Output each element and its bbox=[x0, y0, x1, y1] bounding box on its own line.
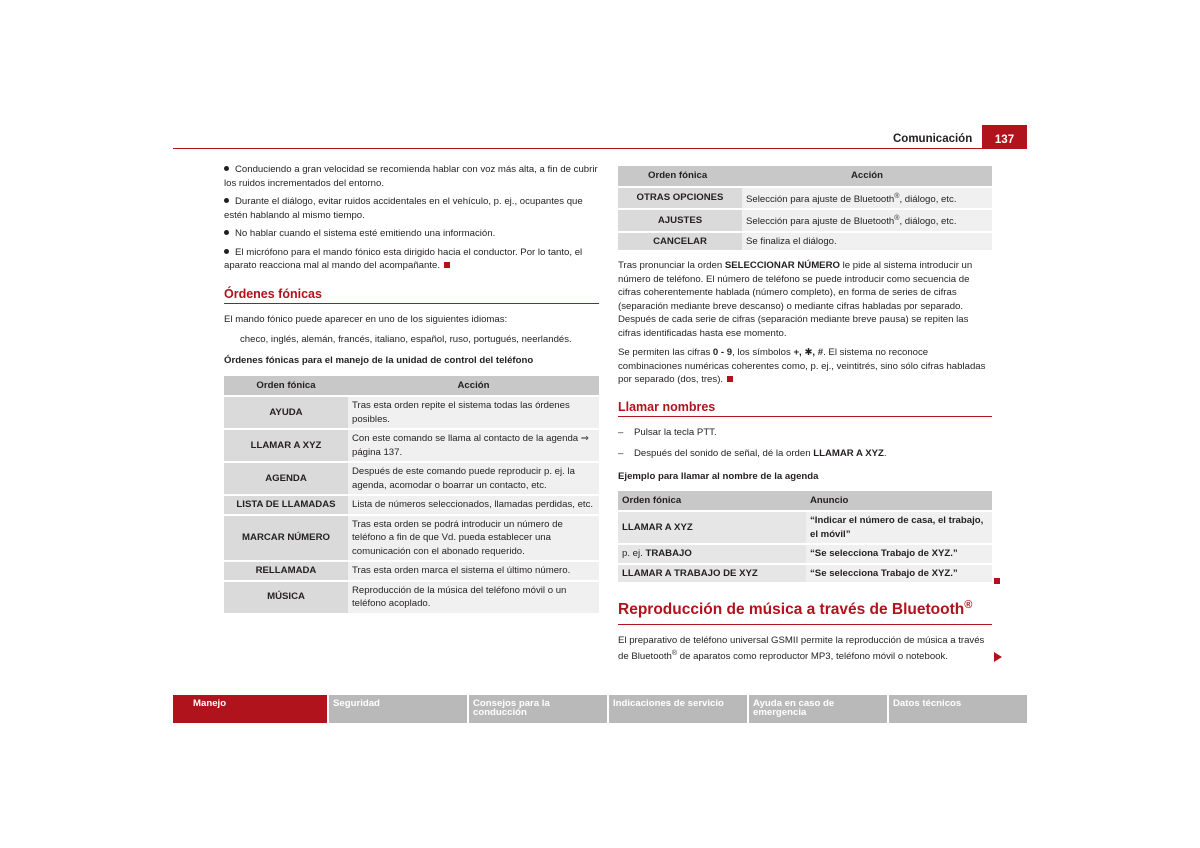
example-caption: Ejemplo para llamar al nombre de la agenda bbox=[618, 471, 819, 483]
header-rule bbox=[173, 148, 1027, 149]
right-column bbox=[618, 166, 992, 669]
action-cell: Tras esta orden marca el sistema el último número. bbox=[348, 562, 599, 580]
column-header: Orden fónica bbox=[618, 491, 806, 511]
tab-indicaciones-servicio[interactable]: Indicaciones de servicio bbox=[609, 695, 747, 723]
heading-bluetooth-music: Reproducción de música a través de Bluetooth® bbox=[618, 596, 992, 624]
left-column bbox=[224, 163, 599, 615]
bullet-icon bbox=[224, 198, 229, 203]
column-header: Acción bbox=[742, 166, 992, 186]
command-cell: MARCAR NÚMERO bbox=[224, 516, 348, 561]
action-cell: Después de este comando puede reproducir p. ej. la agenda, acomodar o boarrar un contacto, etc. bbox=[348, 463, 599, 494]
announcement-cell: “Indicar el número de casa, el trabajo, el móvil” bbox=[806, 512, 992, 543]
bullet-item: El micrófono para el mando fónico esta dirigido hacia el conductor. Por lo tanto, el aparato reacciona mal al mando del acompañante. bbox=[224, 246, 583, 271]
command-cell: p. ej. TRABAJO bbox=[618, 545, 806, 563]
table-header-row bbox=[224, 376, 599, 396]
tab-consejos-conduccion[interactable]: Consejos para la conducción bbox=[469, 695, 607, 723]
command-cell: LLAMAR A XYZ bbox=[224, 430, 348, 461]
command-cell: AYUDA bbox=[224, 397, 348, 428]
command-cell: AGENDA bbox=[224, 463, 348, 494]
table-row bbox=[224, 496, 599, 514]
command-cell: RELLAMADA bbox=[224, 562, 348, 580]
table-row bbox=[224, 430, 599, 461]
action-cell: Se finaliza el diálogo. bbox=[742, 233, 992, 251]
bullet-item: No hablar cuando el sistema esté emitiendo una información. bbox=[224, 227, 599, 241]
bullet-item: Conduciendo a gran velocidad se recomienda hablar con voz más alta, a fin de cubrir los ruidos incrementados del entorno. bbox=[224, 164, 598, 189]
bullet-icon bbox=[224, 230, 229, 235]
action-cell: Selección para ajuste de Bluetooth®, diálogo, etc. bbox=[742, 188, 992, 209]
step-item: – Después del sonido de señal, dé la orden LLAMAR A XYZ. bbox=[618, 447, 887, 459]
column-header: Orden fónica bbox=[618, 166, 742, 186]
table-row bbox=[618, 233, 992, 251]
command-cell: LLAMAR A XYZ bbox=[618, 512, 806, 543]
command-cell: LLAMAR A TRABAJO DE XYZ bbox=[618, 565, 806, 583]
bluetooth-music-paragraph: El preparativo de teléfono universal GSMII permite la reproducción de música a través de Bluetooth® de aparatos como reproductor MP3, teléfono móvil o notebook. bbox=[618, 634, 985, 663]
bullet-icon bbox=[224, 166, 229, 171]
action-cell: Tras esta orden repite el sistema todas las órdenes posibles. bbox=[348, 397, 599, 428]
bullet-icon bbox=[224, 249, 229, 254]
announcement-cell: “Se selecciona Trabajo de XYZ.” bbox=[806, 545, 992, 563]
table-row bbox=[224, 582, 599, 613]
table-row bbox=[618, 512, 992, 543]
end-of-section-icon bbox=[444, 262, 450, 268]
action-cell: Selección para ajuste de Bluetooth®, diálogo, etc. bbox=[742, 210, 992, 231]
chapter-navigation bbox=[173, 695, 1027, 723]
action-cell: Tras esta orden se podrá introducir un número de teléfono a fin de que Vd. pueda establecer una comunicación con el abonado requerido. bbox=[348, 516, 599, 561]
end-of-section-icon bbox=[727, 376, 733, 382]
command-cell: MÚSICA bbox=[224, 582, 348, 613]
table-row bbox=[618, 565, 992, 583]
allowed-digits-paragraph: Se permiten las cifras 0 - 9, los símbolos +, ✱, #. El sistema no reconoce combinaciones numéricas coherentes como, p. ej., veintitrés, sino sólo cifras habladas por separado (dos, tres). bbox=[618, 347, 986, 386]
tab-manejo[interactable]: Manejo bbox=[173, 695, 327, 723]
continue-arrow-icon bbox=[994, 652, 1002, 662]
tab-seguridad[interactable]: Seguridad bbox=[329, 695, 467, 723]
table-caption: Órdenes fónicas para el manejo de la unidad de control del teléfono bbox=[224, 355, 534, 366]
table-row bbox=[224, 562, 599, 580]
heading-voice-commands: Órdenes fónicas bbox=[224, 288, 599, 305]
table-header-row bbox=[618, 491, 992, 511]
table-row bbox=[224, 397, 599, 428]
page-number: 137 bbox=[982, 125, 1027, 149]
step-item: – Pulsar la tecla PTT. bbox=[618, 427, 717, 439]
command-cell: CANCELAR bbox=[618, 233, 742, 251]
action-cell: Reproducción de la música del teléfono móvil o un teléfono acoplado. bbox=[348, 582, 599, 613]
voice-commands-table-continued bbox=[618, 164, 992, 252]
announcement-cell: “Se selecciona Trabajo de XYZ.” bbox=[806, 565, 992, 583]
column-header: Acción bbox=[348, 376, 599, 396]
command-cell: OTRAS OPCIONES bbox=[618, 188, 742, 209]
command-cell: AJUSTES bbox=[618, 210, 742, 231]
intro-text: El mando fónico puede aparecer en uno de los siguientes idiomas: bbox=[224, 314, 508, 325]
table-row bbox=[618, 545, 992, 563]
end-of-section-icon bbox=[994, 578, 1000, 584]
table-row bbox=[224, 463, 599, 494]
column-header: Anuncio bbox=[806, 491, 992, 511]
action-cell: Con este comando se llama al contacto de la agenda ⇒ página 137. bbox=[348, 430, 599, 461]
tab-datos-tecnicos[interactable]: Datos técnicos bbox=[889, 695, 1027, 723]
bullet-item: Durante el diálogo, evitar ruidos accidentales en el vehículo, p. ej., ocupantes que estén hablando al mismo tiempo. bbox=[224, 196, 583, 221]
heading-call-names: Llamar nombres bbox=[618, 401, 992, 418]
voice-commands-table bbox=[224, 374, 599, 615]
table-row bbox=[224, 516, 599, 561]
table-header-row bbox=[618, 166, 992, 186]
tab-ayuda-emergencia[interactable]: Ayuda en caso de emergencia bbox=[749, 695, 887, 723]
action-cell: Lista de números seleccionados, llamadas perdidas, etc. bbox=[348, 496, 599, 514]
column-header: Orden fónica bbox=[224, 376, 348, 396]
number-entry-paragraph: Tras pronunciar la orden SELECCIONAR NÚMERO le pide al sistema introducir un número de teléfono. El número de teléfono se puede introducir como secuencia de cifras coherentemente hablada (número completo), en forma de series de cifras (separación mediante breve descanso) o mediante cifras habladas por separado. Después de cada serie de cifras (separación mediante breve pausa) se repiten las cifras identificadas hasta ese momento. bbox=[618, 260, 973, 339]
table-row bbox=[618, 188, 992, 209]
section-title: Comunicación bbox=[893, 133, 973, 145]
table-row bbox=[618, 210, 992, 231]
languages-list: checo, inglés, alemán, francés, italiano, español, ruso, portugués, neerlandés. bbox=[240, 333, 572, 345]
example-table bbox=[618, 489, 992, 585]
command-cell: LISTA DE LLAMADAS bbox=[224, 496, 348, 514]
